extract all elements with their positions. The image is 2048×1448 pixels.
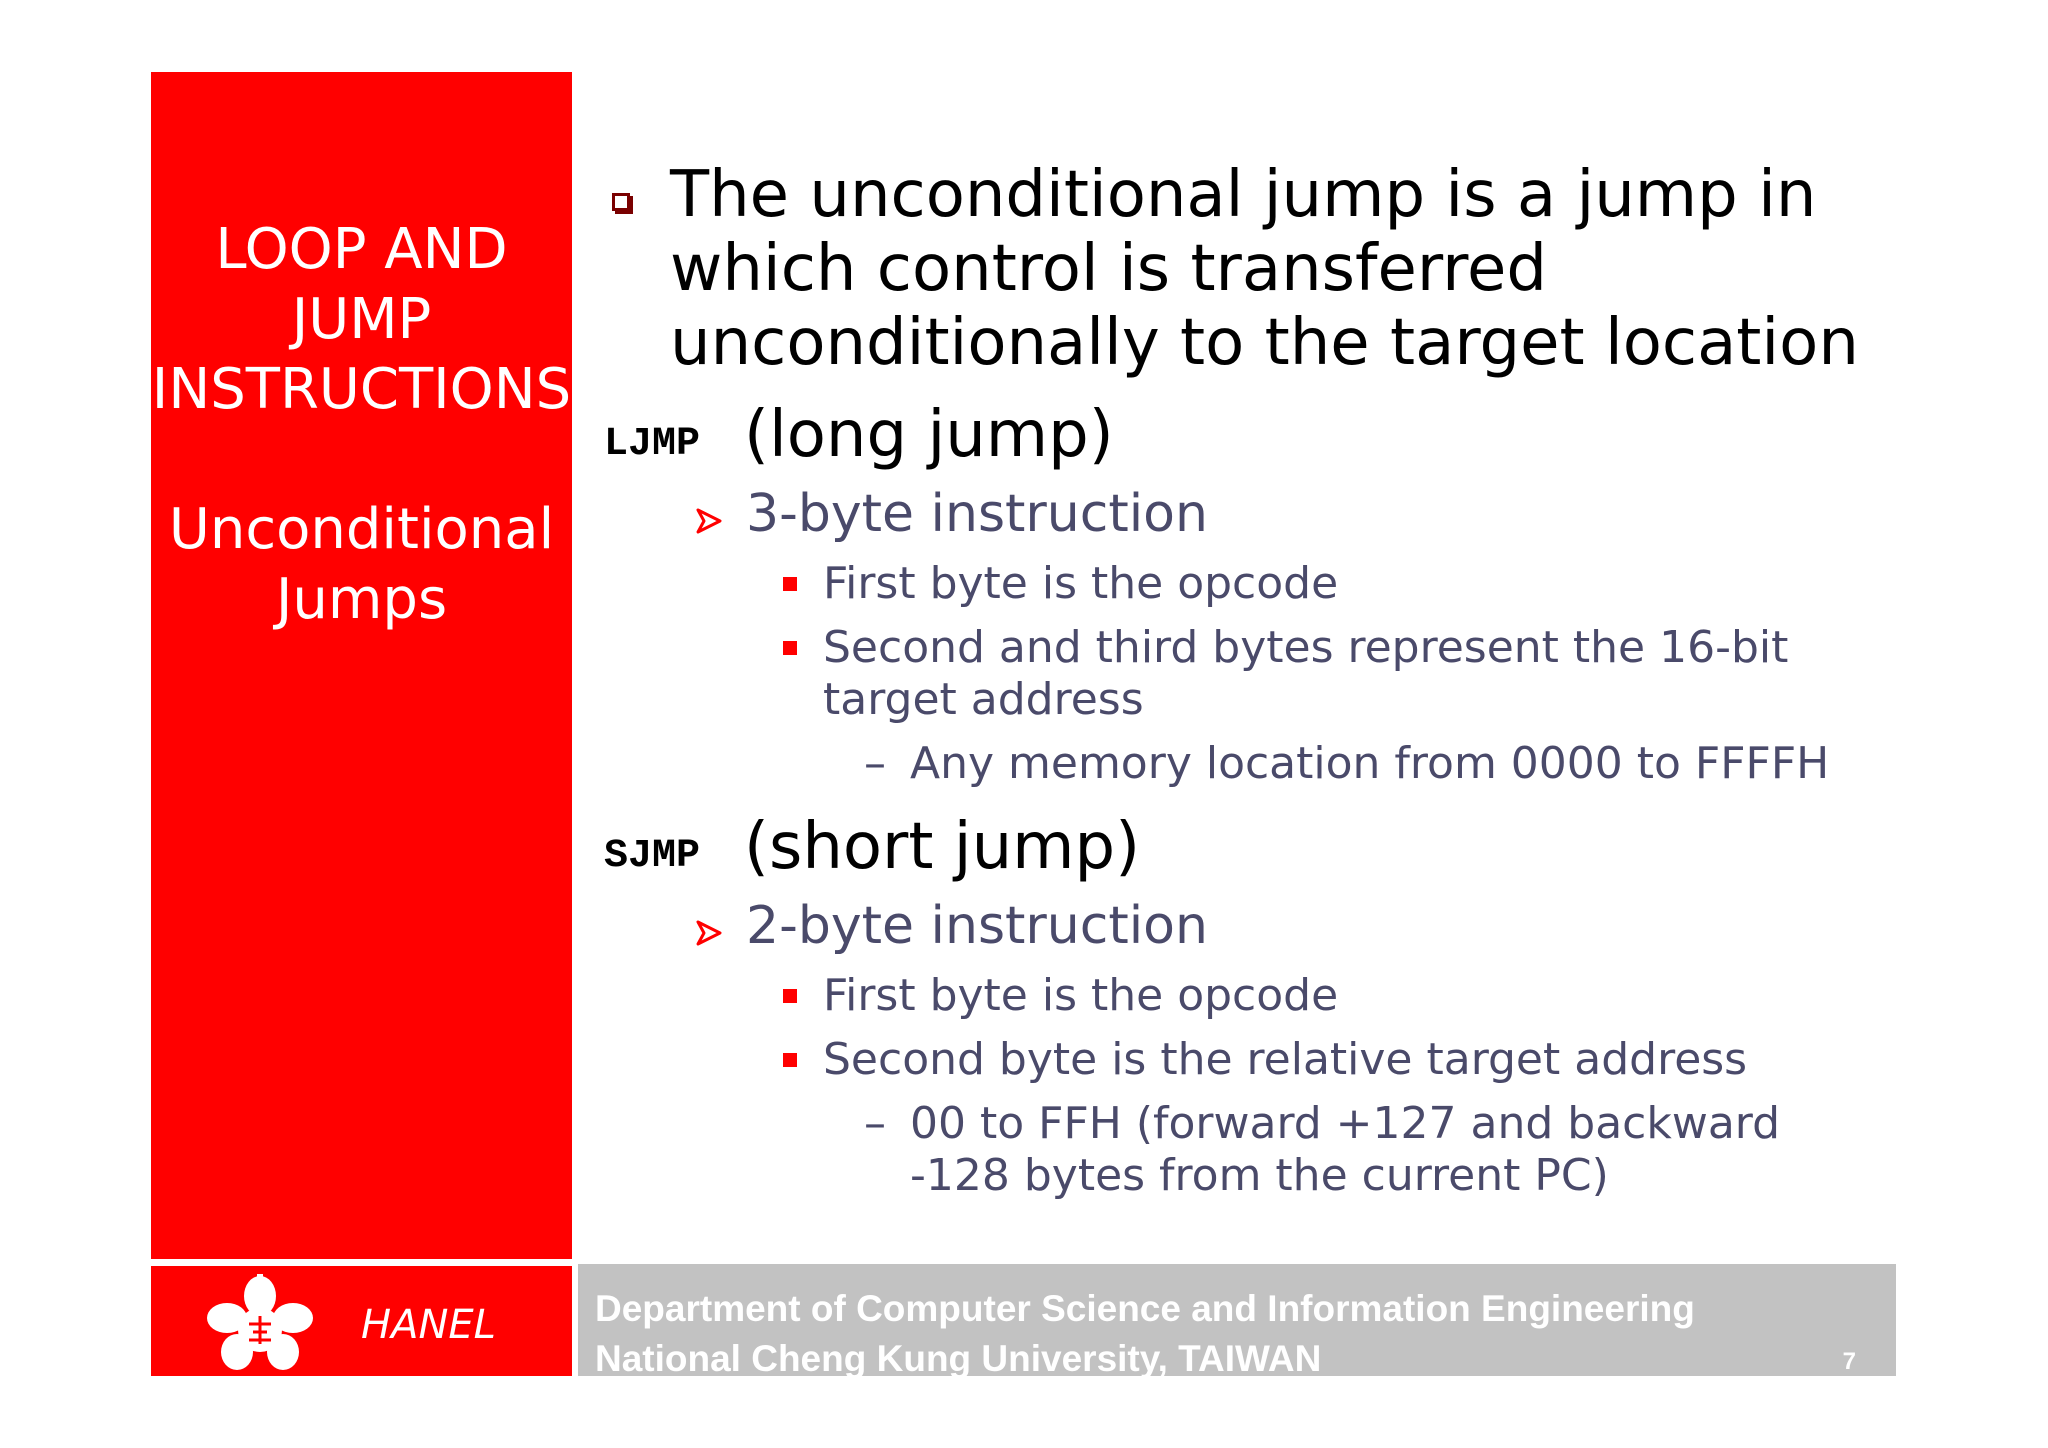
section-title-line: INSTRUCTIONS <box>151 357 572 422</box>
dash-bullet: – <box>864 738 886 789</box>
sjmp-label: (short jump) <box>744 810 1141 884</box>
section-title-line: LOOP AND <box>215 217 508 282</box>
red-square-bullet-icon <box>783 1053 797 1067</box>
page-number: 7 <box>1842 1348 1856 1375</box>
ljmp-detail: Any memory location from 0000 to FFFFH <box>910 738 1830 789</box>
intro-line: The unconditional jump is a jump in <box>670 158 1817 232</box>
hollow-square-bullet-icon <box>612 193 630 211</box>
ljmp-byte1: First byte is the opcode <box>823 558 1339 609</box>
sjmp-size: 2-byte instruction <box>746 896 1208 956</box>
red-square-bullet-icon <box>783 989 797 1003</box>
ljmp-label: (long jump) <box>744 398 1114 472</box>
red-square-bullet-icon <box>783 577 797 591</box>
university-name: National Cheng Kung University, TAIWAN <box>595 1338 1322 1379</box>
ljmp-size: 3-byte instruction <box>746 484 1208 544</box>
red-square-bullet-icon <box>783 641 797 655</box>
department-name: Department of Computer Science and Information Engineering <box>595 1288 1695 1329</box>
ljmp-byte2-line: target address <box>823 674 1144 725</box>
arrow-bullet-icon <box>694 506 724 536</box>
section-title-line: JUMP <box>291 287 432 352</box>
sjmp-byte2: Second byte is the relative target address <box>823 1034 1748 1085</box>
intro-line: which control is transferred <box>670 232 1547 306</box>
author-name: HANEL <box>361 1302 496 1348</box>
sjmp-detail-line: 00 to FFH (forward +127 and backward <box>910 1098 1781 1149</box>
sjmp-mnemonic: SJMP <box>604 834 701 879</box>
section-subtitle-line: Unconditional <box>168 497 555 562</box>
sjmp-detail-line: -128 bytes from the current PC) <box>910 1150 1609 1201</box>
ljmp-mnemonic: LJMP <box>604 422 701 467</box>
section-subtitle-line: Jumps <box>275 567 448 632</box>
arrow-bullet-icon <box>694 918 724 948</box>
dash-bullet: – <box>864 1098 886 1149</box>
ljmp-byte2-line: Second and third bytes represent the 16-bit <box>823 622 1789 673</box>
sjmp-byte1: First byte is the opcode <box>823 970 1339 1021</box>
intro-line: unconditionally to the target location <box>670 306 1859 380</box>
